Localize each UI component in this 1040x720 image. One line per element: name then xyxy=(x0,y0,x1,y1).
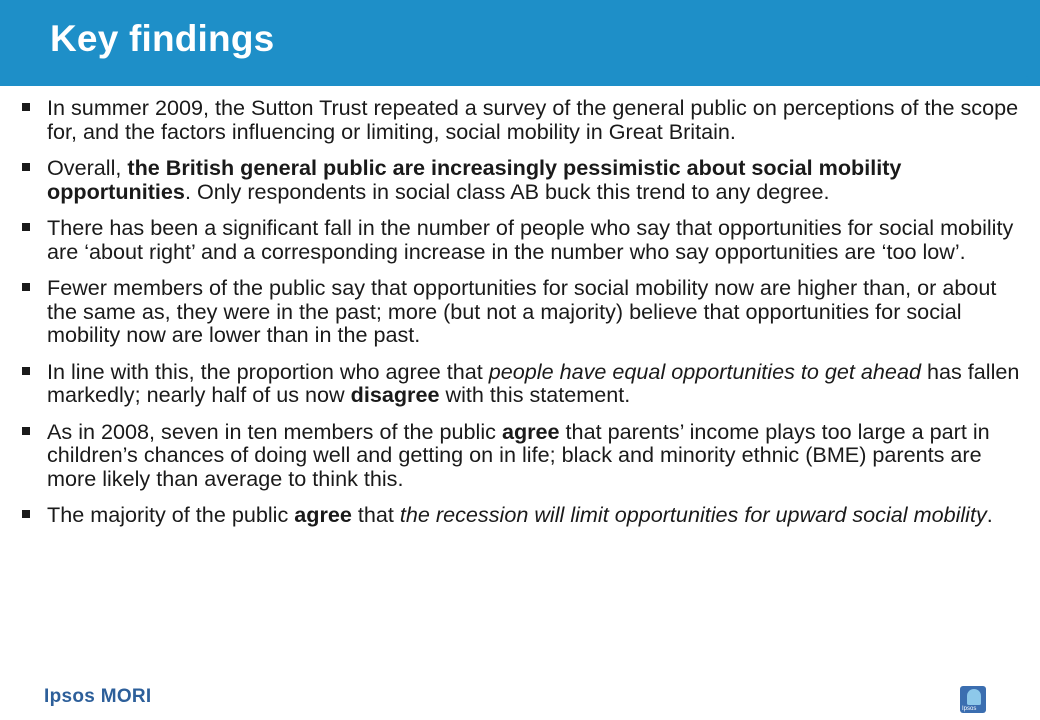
bullet-square-icon xyxy=(22,103,30,111)
finding-text: There has been a significant fall in the number of people who say that opportunities for social mobility are ‘about right’ and a corresponding increase in the number who say opportunities are ‘too low’. xyxy=(47,215,1014,264)
finding-item xyxy=(22,216,1027,263)
bullet-square-icon xyxy=(22,367,30,375)
finding-text: agree xyxy=(501,418,560,444)
bullet-square-icon xyxy=(22,223,30,231)
finding-text: disagree xyxy=(350,382,440,407)
finding-text: Overall, xyxy=(47,155,128,180)
bullet-square-icon xyxy=(22,163,30,171)
finding-item xyxy=(22,156,1027,203)
finding-text: In line with this, the proportion who agree that xyxy=(47,358,489,384)
logo-icon-label: Ipsos xyxy=(962,706,977,712)
findings-list xyxy=(22,96,1027,540)
finding-item xyxy=(22,503,1027,527)
finding-item xyxy=(22,360,1027,407)
finding-text: Fewer members of the public say that opportunities for social mobility now are higher than, or about the same as, they were in the past; more (but not a majority) believe that opportunities for social mobility now are lower than in the past. xyxy=(47,275,997,347)
page-number: 2 xyxy=(1023,74,1030,86)
finding-text: agree xyxy=(294,502,352,527)
bullet-square-icon xyxy=(22,510,30,518)
ipsos-logo-icon xyxy=(960,686,986,713)
finding-text: In summer 2009, the Sutton Trust repeated a survey of the general public on perceptions of the scope for, and the factors influencing or limiting, social mobility in Great Britain. xyxy=(47,95,1019,144)
finding-item xyxy=(22,420,1027,491)
finding-text: has fallen markedly; nearly half of us now xyxy=(47,358,1020,407)
finding-text: the recession will limit opportunities for upward social mobility xyxy=(399,502,987,527)
bullet-square-icon xyxy=(22,427,30,435)
finding-text: . xyxy=(986,502,993,527)
finding-text: . Only respondents in social class AB buck this trend to any degree. xyxy=(184,178,830,204)
finding-text: that xyxy=(351,502,400,527)
finding-text: The majority of the public xyxy=(47,502,295,527)
slide-title: Key findings xyxy=(50,18,275,59)
finding-text: with this statement. xyxy=(439,382,631,407)
finding-item xyxy=(22,96,1027,143)
finding-text: that parents’ income plays too large a part in children’s chances of doing well and getting on in life; black and minority ethnic (BME) parents are more likely than average to think this. xyxy=(47,418,990,491)
finding-text: As in 2008, seven in ten members of the public xyxy=(47,418,502,444)
title-bar xyxy=(0,0,1040,86)
ipsos-mori-logo: Ipsos MORI xyxy=(44,686,152,707)
finding-text: people have equal opportunities to get ahead xyxy=(488,358,921,384)
bullet-square-icon xyxy=(22,283,30,291)
finding-item xyxy=(22,276,1027,347)
finding-text: the British general public are increasingly pessimistic about social mobility opportunities xyxy=(47,155,902,204)
